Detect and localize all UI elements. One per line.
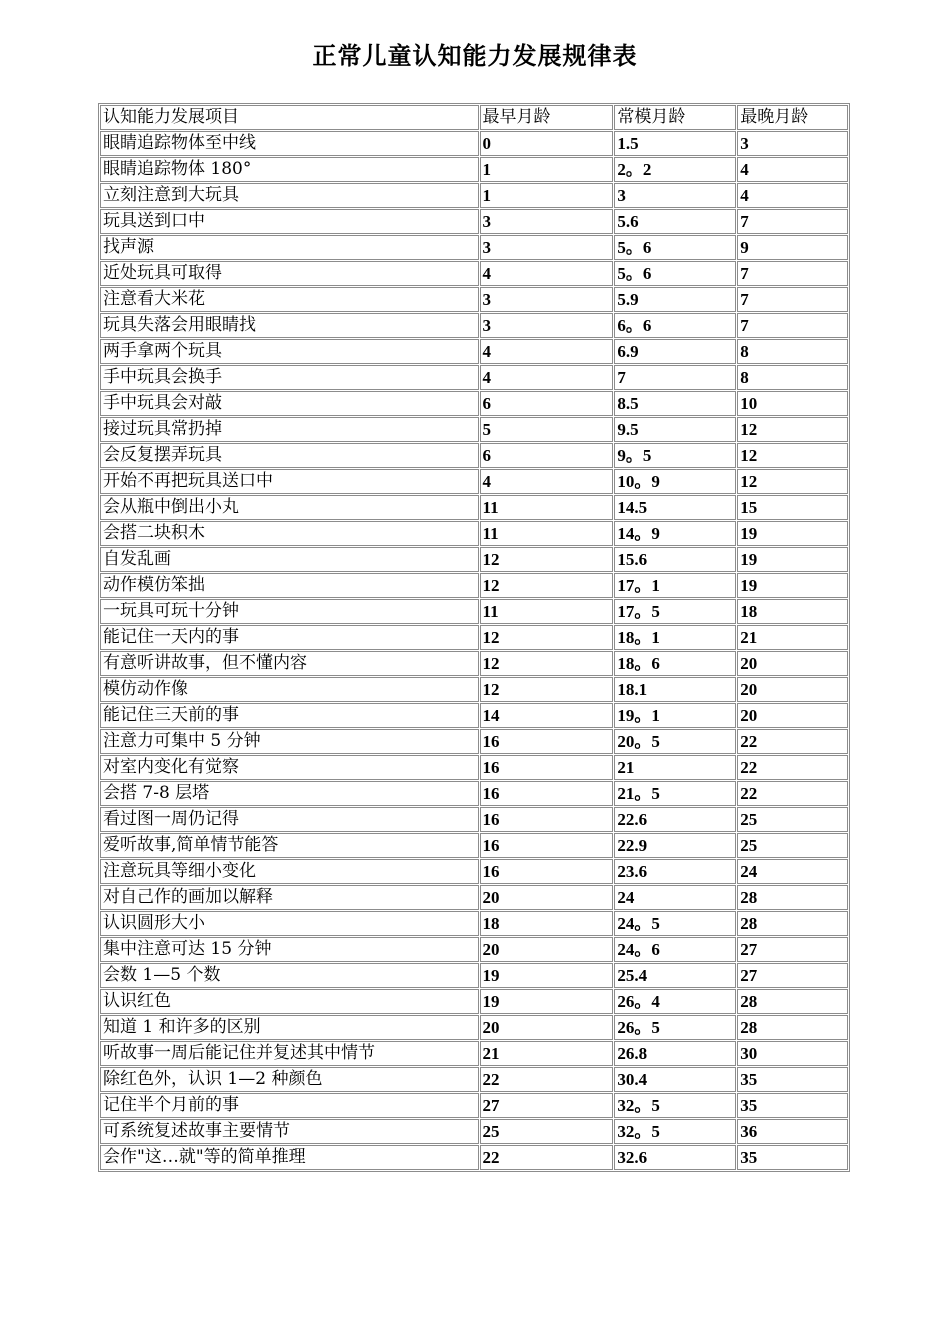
cell-item: 认识圆形大小	[100, 911, 479, 936]
cell-item: 对自己作的画加以解释	[100, 885, 479, 910]
cell-latest-age: 35	[737, 1145, 848, 1170]
cell-earliest-age: 22	[480, 1067, 614, 1092]
cell-item: 接过玩具常扔掉	[100, 417, 479, 442]
cell-latest-age: 3	[737, 131, 848, 156]
cell-latest-age: 22	[737, 729, 848, 754]
cell-typical-age: 2。2	[614, 157, 736, 182]
table-row	[100, 573, 848, 598]
cell-earliest-age: 12	[480, 573, 614, 598]
table-row	[100, 495, 848, 520]
cell-earliest-age: 12	[480, 677, 614, 702]
cell-typical-age: 9.5	[614, 417, 736, 442]
table-row	[100, 287, 848, 312]
table-row	[100, 1145, 848, 1170]
table-row	[100, 625, 848, 650]
cell-earliest-age: 21	[480, 1041, 614, 1066]
cell-item: 一玩具可玩十分钟	[100, 599, 479, 624]
cell-earliest-age: 12	[480, 547, 614, 572]
cell-item: 会从瓶中倒出小丸	[100, 495, 479, 520]
cell-typical-age: 32.6	[614, 1145, 736, 1170]
cell-item: 会数 1—5 个数	[100, 963, 479, 988]
cell-earliest-age: 25	[480, 1119, 614, 1144]
cell-latest-age: 28	[737, 911, 848, 936]
table-row	[100, 911, 848, 936]
cell-typical-age: 6。6	[614, 313, 736, 338]
cell-latest-age: 12	[737, 417, 848, 442]
cell-item: 对室内变化有觉察	[100, 755, 479, 780]
cell-typical-age: 6.9	[614, 339, 736, 364]
cell-latest-age: 28	[737, 989, 848, 1014]
cell-item: 手中玩具会换手	[100, 365, 479, 390]
cell-typical-age: 5.6	[614, 209, 736, 234]
cell-earliest-age: 16	[480, 781, 614, 806]
cell-earliest-age: 3	[480, 313, 614, 338]
cell-latest-age: 4	[737, 183, 848, 208]
table-row	[100, 469, 848, 494]
cell-latest-age: 20	[737, 703, 848, 728]
cell-item: 找声源	[100, 235, 479, 260]
cell-latest-age: 7	[737, 261, 848, 286]
cell-latest-age: 10	[737, 391, 848, 416]
cell-latest-age: 19	[737, 521, 848, 546]
cell-item: 集中注意可达 15 分钟	[100, 937, 479, 962]
cell-earliest-age: 3	[480, 209, 614, 234]
table-row	[100, 183, 848, 208]
cell-latest-age: 28	[737, 1015, 848, 1040]
cell-earliest-age: 0	[480, 131, 614, 156]
cell-latest-age: 28	[737, 885, 848, 910]
cell-earliest-age: 14	[480, 703, 614, 728]
cell-latest-age: 12	[737, 443, 848, 468]
cell-item: 眼睛追踪物体至中线	[100, 131, 479, 156]
table-row	[100, 989, 848, 1014]
table-row	[100, 885, 848, 910]
cell-typical-age: 22.9	[614, 833, 736, 858]
cell-earliest-age: 6	[480, 391, 614, 416]
cell-typical-age: 24。5	[614, 911, 736, 936]
header-typical-age: 常模月龄	[614, 105, 736, 130]
cell-earliest-age: 11	[480, 521, 614, 546]
cell-earliest-age: 27	[480, 1093, 614, 1118]
cell-latest-age: 8	[737, 365, 848, 390]
cell-item: 两手拿两个玩具	[100, 339, 479, 364]
table-row	[100, 339, 848, 364]
cell-latest-age: 9	[737, 235, 848, 260]
cell-typical-age: 5。6	[614, 235, 736, 260]
table-row	[100, 937, 848, 962]
table-row	[100, 677, 848, 702]
cell-latest-age: 25	[737, 833, 848, 858]
table-row	[100, 261, 848, 286]
cell-typical-age: 24。6	[614, 937, 736, 962]
table-row	[100, 313, 848, 338]
cell-item: 记住半个月前的事	[100, 1093, 479, 1118]
cell-item: 听故事一周后能记住并复述其中情节	[100, 1041, 479, 1066]
cell-earliest-age: 16	[480, 729, 614, 754]
cell-latest-age: 7	[737, 313, 848, 338]
cell-latest-age: 35	[737, 1067, 848, 1092]
header-latest-age: 最晚月龄	[737, 105, 848, 130]
cell-item: 手中玩具会对敲	[100, 391, 479, 416]
page-title: 正常儿童认知能力发展规律表	[312, 41, 638, 70]
table-row	[100, 807, 848, 832]
cell-earliest-age: 16	[480, 807, 614, 832]
cell-latest-age: 15	[737, 495, 848, 520]
cell-earliest-age: 4	[480, 365, 614, 390]
cell-typical-age: 8.5	[614, 391, 736, 416]
cell-item: 注意力可集中 5 分钟	[100, 729, 479, 754]
table-row	[100, 365, 848, 390]
cell-latest-age: 30	[737, 1041, 848, 1066]
cell-earliest-age: 11	[480, 495, 614, 520]
cell-earliest-age: 1	[480, 157, 614, 182]
cell-latest-age: 20	[737, 651, 848, 676]
cell-typical-age: 23.6	[614, 859, 736, 884]
table-body	[100, 131, 848, 1170]
cell-earliest-age: 4	[480, 261, 614, 286]
cell-typical-age: 18。6	[614, 651, 736, 676]
table-row	[100, 547, 848, 572]
cell-latest-age: 25	[737, 807, 848, 832]
cell-item: 会搭 7-8 层塔	[100, 781, 479, 806]
table-header	[100, 105, 848, 130]
cell-item: 爱听故事,简单情节能答	[100, 833, 479, 858]
cell-typical-age: 3	[614, 183, 736, 208]
cell-item: 眼睛追踪物体 180°	[100, 157, 479, 182]
cell-latest-age: 27	[737, 963, 848, 988]
cell-latest-age: 22	[737, 781, 848, 806]
cell-earliest-age: 4	[480, 339, 614, 364]
table-row	[100, 703, 848, 728]
header-earliest-age: 最早月龄	[480, 105, 614, 130]
cell-earliest-age: 16	[480, 833, 614, 858]
cell-latest-age: 20	[737, 677, 848, 702]
cell-item: 有意听讲故事，但不懂内容	[100, 651, 479, 676]
cell-typical-age: 9。5	[614, 443, 736, 468]
cell-item: 玩具失落会用眼睛找	[100, 313, 479, 338]
cell-item: 玩具送到口中	[100, 209, 479, 234]
table-row	[100, 131, 848, 156]
cell-item: 知道 1 和许多的区别	[100, 1015, 479, 1040]
cell-typical-age: 19。1	[614, 703, 736, 728]
cell-latest-age: 4	[737, 157, 848, 182]
table-row	[100, 729, 848, 754]
cell-typical-age: 14.5	[614, 495, 736, 520]
cell-latest-age: 7	[737, 209, 848, 234]
cell-typical-age: 15.6	[614, 547, 736, 572]
cell-item: 近处玩具可取得	[100, 261, 479, 286]
cell-earliest-age: 22	[480, 1145, 614, 1170]
cell-latest-age: 27	[737, 937, 848, 962]
cell-latest-age: 24	[737, 859, 848, 884]
cell-item: 立刻注意到大玩具	[100, 183, 479, 208]
cell-earliest-age: 6	[480, 443, 614, 468]
table-row	[100, 391, 848, 416]
cell-earliest-age: 16	[480, 755, 614, 780]
table-row	[100, 1067, 848, 1092]
cell-item: 会作"这…就"等的简单推理	[100, 1145, 479, 1170]
table-row	[100, 209, 848, 234]
cell-typical-age: 10。9	[614, 469, 736, 494]
cell-typical-age: 21	[614, 755, 736, 780]
cell-item: 除红色外，认识 1—2 种颜色	[100, 1067, 479, 1092]
cell-item: 可系统复述故事主要情节	[100, 1119, 479, 1144]
table-row	[100, 1041, 848, 1066]
cell-latest-age: 22	[737, 755, 848, 780]
cell-item: 能记住三天前的事	[100, 703, 479, 728]
cell-earliest-age: 4	[480, 469, 614, 494]
header-row	[100, 105, 848, 130]
table-row	[100, 443, 848, 468]
table-row	[100, 599, 848, 624]
cell-typical-age: 20。5	[614, 729, 736, 754]
table-row	[100, 1119, 848, 1144]
cell-earliest-age: 20	[480, 1015, 614, 1040]
cell-item: 注意玩具等细小变化	[100, 859, 479, 884]
cell-latest-age: 36	[737, 1119, 848, 1144]
cell-latest-age: 8	[737, 339, 848, 364]
cell-item: 认识红色	[100, 989, 479, 1014]
cell-earliest-age: 19	[480, 963, 614, 988]
cell-item: 会反复摆弄玩具	[100, 443, 479, 468]
cell-latest-age: 19	[737, 573, 848, 598]
table-row	[100, 1093, 848, 1118]
cell-typical-age: 14。9	[614, 521, 736, 546]
table-row	[100, 235, 848, 260]
table-row	[100, 521, 848, 546]
cell-latest-age: 18	[737, 599, 848, 624]
table-row	[100, 157, 848, 182]
cell-earliest-age: 18	[480, 911, 614, 936]
cell-latest-age: 12	[737, 469, 848, 494]
cell-typical-age: 26.8	[614, 1041, 736, 1066]
development-table	[98, 103, 850, 1172]
table-row	[100, 417, 848, 442]
table-row	[100, 963, 848, 988]
cell-typical-age: 32。5	[614, 1119, 736, 1144]
table-row	[100, 833, 848, 858]
cell-earliest-age: 5	[480, 417, 614, 442]
cell-typical-age: 7	[614, 365, 736, 390]
cell-typical-age: 17。5	[614, 599, 736, 624]
cell-earliest-age: 3	[480, 235, 614, 260]
cell-typical-age: 24	[614, 885, 736, 910]
cell-item: 动作模仿笨拙	[100, 573, 479, 598]
cell-typical-age: 32。5	[614, 1093, 736, 1118]
cell-typical-age: 18。1	[614, 625, 736, 650]
table-row	[100, 859, 848, 884]
cell-typical-age: 26。4	[614, 989, 736, 1014]
cell-earliest-age: 11	[480, 599, 614, 624]
cell-item: 开始不再把玩具送口中	[100, 469, 479, 494]
cell-typical-age: 22.6	[614, 807, 736, 832]
table-row	[100, 1015, 848, 1040]
cell-typical-age: 26。5	[614, 1015, 736, 1040]
cell-earliest-age: 1	[480, 183, 614, 208]
cell-earliest-age: 12	[480, 651, 614, 676]
cell-item: 自发乱画	[100, 547, 479, 572]
cell-item: 注意看大米花	[100, 287, 479, 312]
cell-typical-age: 17。1	[614, 573, 736, 598]
cell-typical-age: 5。6	[614, 261, 736, 286]
cell-item: 看过图一周仍记得	[100, 807, 479, 832]
table-row	[100, 755, 848, 780]
table-row	[100, 781, 848, 806]
cell-typical-age: 30.4	[614, 1067, 736, 1092]
cell-typical-age: 25.4	[614, 963, 736, 988]
cell-earliest-age: 3	[480, 287, 614, 312]
cell-item: 模仿动作像	[100, 677, 479, 702]
cell-typical-age: 21。5	[614, 781, 736, 806]
header-item: 认知能力发展项目	[100, 105, 479, 130]
cell-item: 会搭二块积木	[100, 521, 479, 546]
cell-earliest-age: 12	[480, 625, 614, 650]
cell-typical-age: 5.9	[614, 287, 736, 312]
cell-earliest-age: 20	[480, 937, 614, 962]
cell-item: 能记住一天内的事	[100, 625, 479, 650]
cell-latest-age: 21	[737, 625, 848, 650]
cell-typical-age: 1.5	[614, 131, 736, 156]
cell-latest-age: 7	[737, 287, 848, 312]
cell-earliest-age: 20	[480, 885, 614, 910]
cell-earliest-age: 19	[480, 989, 614, 1014]
table-row	[100, 651, 848, 676]
cell-latest-age: 35	[737, 1093, 848, 1118]
cell-latest-age: 19	[737, 547, 848, 572]
cell-earliest-age: 16	[480, 859, 614, 884]
cell-typical-age: 18.1	[614, 677, 736, 702]
